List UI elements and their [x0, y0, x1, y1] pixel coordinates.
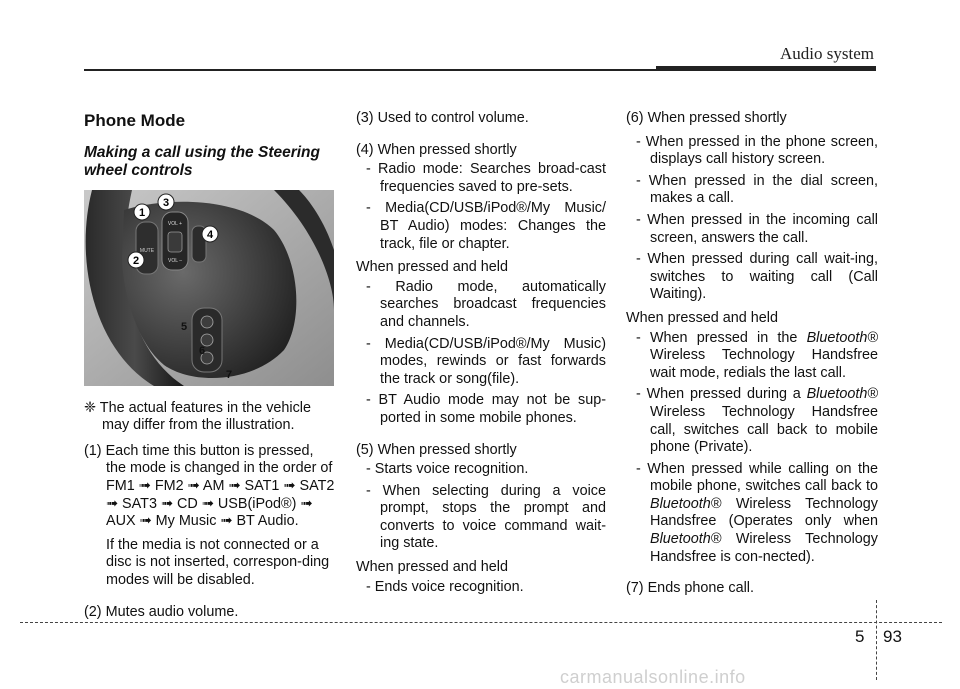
watermark: carmanualsonline.info — [560, 667, 746, 687]
item-6-label: (6) When pressed shortly — [626, 110, 787, 126]
page-number: 93 — [883, 627, 902, 646]
item-6-held-3-post: Wireless Technology Handsfree is con-nected). — [650, 531, 878, 565]
bluetooth-brand: Bluetooth® — [650, 495, 722, 512]
bluetooth-brand: Bluetooth® — [806, 329, 878, 346]
item-2: (2) Mutes audio volume. — [84, 603, 239, 620]
vol-up-label: VOL + — [167, 220, 183, 227]
item-6-held-2-pre: - When pressed during a — [636, 386, 807, 403]
bluetooth-brand: Bluetooth® — [650, 531, 722, 548]
callout-6-label: 6 — [198, 344, 206, 357]
item-1: (1) Each time this button is pressed, the mode is changed in the order of FM1 ➟ FM2 ➟ AM ➟ SAT1 ➟ SAT2 ➟ SAT3 ➟ CD ➟ USB(iPod®) ➟ AUX ➟ My Music ➟ BT Audio. — [84, 442, 335, 530]
item-5-bullet-1: - Starts voice recognition. — [366, 461, 529, 478]
item-6-bullet-1: - When pressed in the phone screen, displays call history screen. — [636, 133, 878, 168]
item-6-held-1-pre: - When pressed in the — [636, 329, 807, 346]
item-6-held-3 — [626, 461, 878, 567]
item-6-held-3-mid: Wireless Technology Handsfree (Operates only when — [650, 495, 878, 530]
column-middle — [356, 110, 606, 600]
item-6-bullet-2: - When pressed in the dial screen, makes a call. — [636, 172, 878, 207]
callout-2-label: 2 — [132, 254, 140, 267]
item-1-extra: If the media is not connected or a disc is not inserted, correspon-ding modes will be disabled. — [106, 536, 330, 588]
callout-7-label: 7 — [225, 368, 233, 381]
column-left — [84, 110, 336, 621]
item-7: (7) Ends phone call. — [626, 580, 754, 597]
voice-button — [201, 316, 213, 328]
footer-divider — [876, 600, 877, 680]
item-3: (3) Used to control volume. — [356, 110, 529, 126]
callout-1-label: 1 — [138, 206, 146, 219]
mute-button-label: MUTE — [139, 247, 155, 254]
item-4-label: (4) When pressed shortly — [356, 141, 517, 158]
item-6-bullet-4: - When pressed during call wait-ing, switches to waiting call (Call Waiting). — [636, 251, 878, 303]
volume-wheel — [168, 232, 182, 252]
item-4-held-label: When pressed and held — [356, 259, 509, 276]
item-6-held-2-post: Wireless Technology Handsfree call, switches call back to mobile phone (Private). — [650, 403, 878, 456]
item-5-label: (5) When pressed shortly — [356, 441, 517, 458]
column-right — [626, 110, 878, 600]
steering-wheel-controls-illustration — [84, 190, 334, 386]
item-5-bullet-2: - When selecting during a voice prompt, stops the prompt and converts to voice command wait-ing state. — [366, 482, 606, 552]
item-4-held-3: - BT Audio mode may not be sup-ported in some mobile phones. — [366, 392, 606, 426]
item-5-held-1: - Ends voice recognition. — [366, 578, 524, 595]
illustration-note: ❈ The actual features in the vehicle may differ from the illustration. — [84, 399, 311, 434]
item-4-bullet-2: - Media(CD/USB/iPod®/My Music/ BT Audio) modes: Changes the track, file or chapter. — [366, 200, 606, 252]
callout-3-label: 3 — [162, 196, 170, 209]
item-4-held-2: - Media(CD/USB/iPod®/My Music) modes, rewinds or fast forwards the track or song(file). — [366, 335, 606, 387]
callout-5-label: 5 — [180, 320, 188, 333]
header-title: Audio system — [780, 44, 874, 63]
item-4-bullet-1: - Radio mode: Searches broad-cast frequencies saved to pre-sets. — [366, 161, 606, 195]
item-6-held-1 — [626, 330, 878, 383]
subsection-title: Making a call using the Steering wheel controls — [84, 143, 320, 179]
item-6-held-3-pre: - When pressed while calling on the mobile phone, switches call back to — [636, 460, 878, 495]
footer-rule — [20, 622, 942, 623]
item-6-held-label: When pressed and held — [626, 309, 779, 326]
vol-down-label: VOL – — [168, 257, 182, 264]
item-6-held-2 — [626, 386, 878, 456]
header-rule-accent — [656, 66, 876, 71]
bluetooth-brand: Bluetooth® — [806, 386, 878, 403]
item-6-held-1-post: Wireless Technology Handsfree wait mode, redials the last call. — [650, 347, 878, 381]
item-5-held-label: When pressed and held — [356, 559, 509, 576]
callout-4-label: 4 — [206, 228, 214, 241]
section-number: 5 — [855, 627, 865, 646]
item-6-bullet-3: - When pressed in the incoming call screen, answers the call. — [636, 211, 878, 246]
item-4-held-1: - Radio mode, automatically searches broadcast frequencies and channels. — [366, 278, 606, 330]
section-title: Phone Mode — [84, 111, 186, 130]
